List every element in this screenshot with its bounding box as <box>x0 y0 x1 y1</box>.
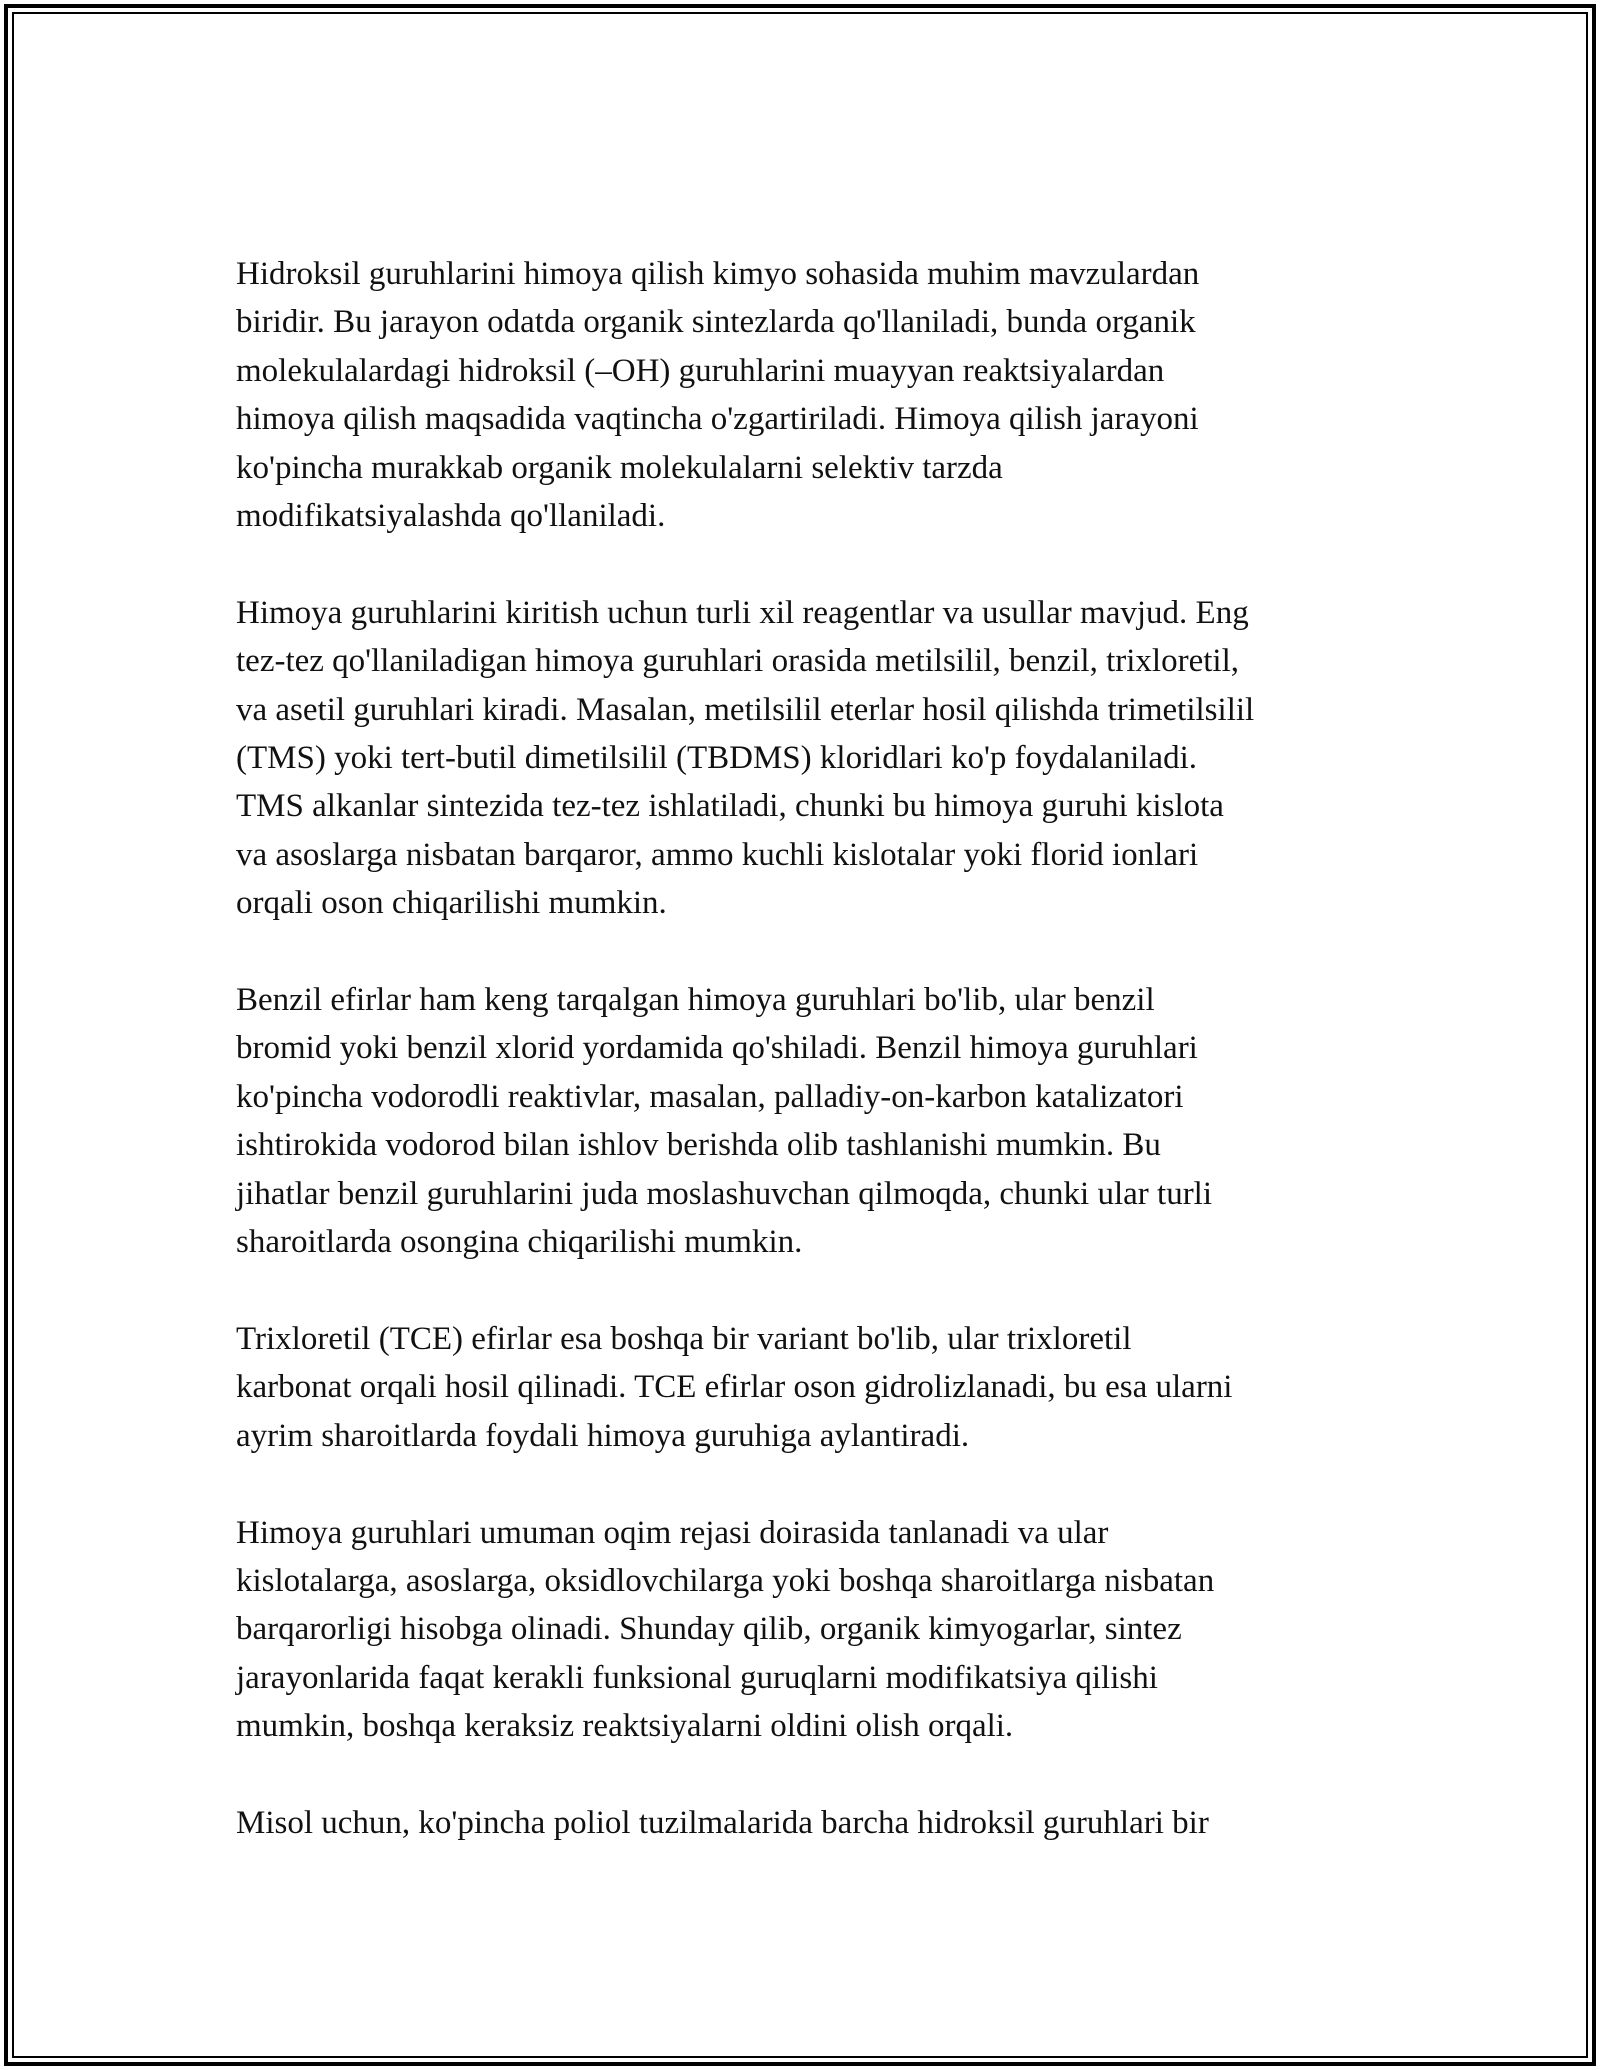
paragraph-5: Himoya guruhlari umuman oqim rejasi doirasida tanlanadi va ular kislotalarga, asoslarga, oksidlovchilarga yoki boshqa sharoitlarga nisbatan barqarorligi hisobga olinadi. Shunday qilib, organik kimyogarlar, sintez jarayonlarida faqat kerakli funksional guruqlarni modifikatsiya qilishi mumkin, boshqa keraksiz reaktsiyalarni oldini olish orqali. <box>236 1514 1215 1745</box>
document-body <box>236 250 1376 1847</box>
paragraph-6: Misol uchun, ko'pincha poliol tuzilmalarida barcha hidroksil guruhlari bir <box>236 1804 1209 1841</box>
paragraph-1: Hidroksil guruhlarini himoya qilish kimyo sohasida muhim mavzulardan biridir. Bu jarayon odatda organik sintezlarda qo'llaniladi, bunda organik molekulalardagi hidroksil (–OH) guruhlarini muayyan reaktsiyalardan himoya qilish maqsadida vaqtincha o'zgartiriladi. Himoya qilish jarayoni ko'pincha murakkab organik molekulalarni selektiv tarzda modifikatsiyalashda qo'llaniladi. <box>236 256 1200 535</box>
paragraph-3: Benzil efirlar ham keng tarqalgan himoya guruhlari bo'lib, ular benzil bromid yoki benzil xlorid yordamida qo'shiladi. Benzil himoya guruhlari ko'pincha vodorodli reaktivlar, masalan, palladiy-on-karbon katalizatori ishtirokida vodorod bilan ishlov berishda olib tashlanishi mumkin. Bu jihatlar benzil guruhlarini juda moslashuvchan qilmoqda, chunki ular turli sharoitlarda osongina chiqarilishi mumkin. <box>236 982 1213 1261</box>
paragraph-4: Trixloretil (TCE) efirlar esa boshqa bir variant bo'lib, ular trixloretil karbonat orqali hosil qilinadi. TCE efirlar oson gidrolizlanadi, bu esa ularni ayrim sharoitlarda foydali himoya guruhiga aylantiradi. <box>236 1320 1233 1454</box>
paragraph-2: Himoya guruhlarini kiritish uchun turli xil reagentlar va usullar mavjud. Eng tez-tez qo'llaniladigan himoya guruhlari orasida metilsilil, benzil, trixloretil, va asetil guruhlari kiradi. Masalan, metilsilil eterlar hosil qilishda trimetilsilil (TMS) yoki tert-butil dimetilsilil (TBDMS) kloridlari ko'p foydalaniladi. TMS alkanlar sintezida tez-tez ishlatiladi, chunki bu himoya guruhi kislota va asoslarga nisbatan barqaror, ammo kuchli kislotalar yoki florid ionlari orqali oson chiqarilishi mumkin. <box>236 594 1255 922</box>
